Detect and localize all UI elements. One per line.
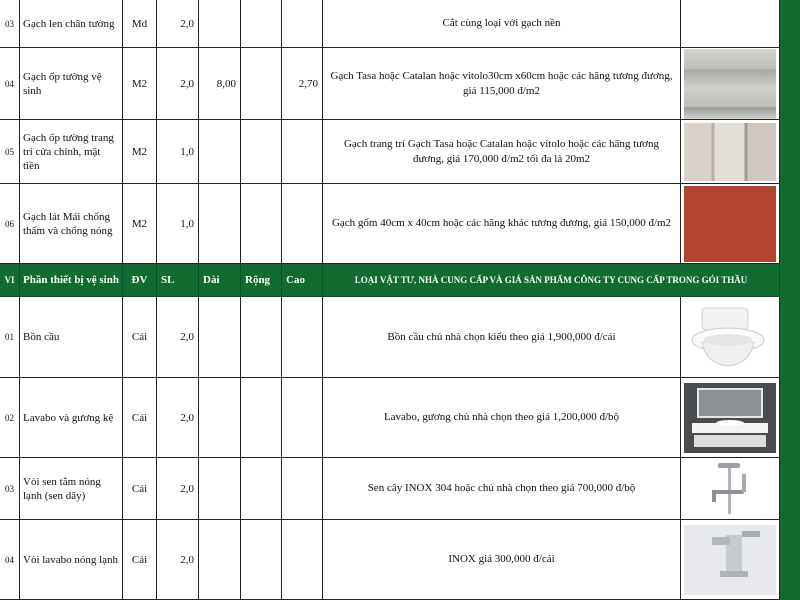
item-unit: Cái: [123, 458, 157, 520]
table-row: [0, 120, 800, 184]
column-header-quantity: SL: [157, 264, 199, 297]
item-height: [282, 184, 323, 264]
item-quantity: 2,0: [157, 520, 199, 600]
table-row: [0, 520, 800, 600]
item-width: [241, 378, 282, 458]
row-number: 03: [0, 0, 20, 48]
item-length: [199, 378, 241, 458]
item-length: 8,00: [199, 48, 241, 120]
item-image-cell: [681, 48, 780, 120]
row-number: 01: [0, 297, 20, 378]
item-image-cell: [681, 378, 780, 458]
item-quantity: 2,0: [157, 378, 199, 458]
item-name: Gạch ốp tường trang trí cửa chính, mặt tiền: [20, 120, 123, 184]
item-unit: Cái: [123, 378, 157, 458]
item-name: Bồn cầu: [20, 297, 123, 378]
item-width: [241, 458, 282, 520]
item-quantity: 2,0: [157, 0, 199, 48]
item-unit: M2: [123, 48, 157, 120]
toilet-image: [684, 302, 776, 372]
row-number: 02: [0, 378, 20, 458]
item-width: [241, 48, 282, 120]
item-image-cell: [681, 458, 780, 520]
page-border-strip: [780, 0, 800, 600]
item-image-cell: [681, 120, 780, 184]
row-number: 04: [0, 520, 20, 600]
item-quantity: 2,0: [157, 48, 199, 120]
item-name: Gạch len chân tường: [20, 0, 123, 48]
item-image-cell: [681, 297, 780, 378]
item-image-cell: [681, 520, 780, 600]
item-height: [282, 458, 323, 520]
item-image-cell: [681, 0, 780, 48]
item-length: [199, 120, 241, 184]
item-unit: M2: [123, 120, 157, 184]
item-width: [241, 520, 282, 600]
item-quantity: 2,0: [157, 458, 199, 520]
item-image-cell: [681, 184, 780, 264]
section-number: VI: [0, 264, 20, 297]
row-number: 03: [0, 458, 20, 520]
item-description: Gạch Tasa hoặc Catalan hoặc vitolo30cm x60cm hoặc các hãng tương đương, giá 115,000 đ/m2: [323, 48, 681, 120]
item-unit: Cái: [123, 297, 157, 378]
item-unit: Md: [123, 0, 157, 48]
section-header-row: [0, 264, 800, 297]
lavabo-mirror-image: [684, 383, 776, 453]
item-length: [199, 184, 241, 264]
table-row: [0, 297, 800, 378]
item-name: Lavabo và gương kệ: [20, 378, 123, 458]
item-quantity: 2,0: [157, 297, 199, 378]
item-name: Gạch lát Mái chống thấm và chống nóng: [20, 184, 123, 264]
item-width: [241, 297, 282, 378]
table-row: [0, 378, 800, 458]
column-header-width: Rộng: [241, 264, 282, 297]
item-length: [199, 458, 241, 520]
row-number: 05: [0, 120, 20, 184]
red-roof-tile-image: [684, 186, 776, 262]
item-height: [282, 297, 323, 378]
column-header-description: LOẠI VẬT TƯ, NHÀ CUNG CẤP VÀ GIÁ SẢN PHẨM CÔNG TY CUNG CẤP TRONG GÓI THẦU: [323, 264, 780, 297]
item-height: [282, 520, 323, 600]
decor-stone-tile-image: [684, 123, 776, 181]
basin-faucet-image: [684, 525, 776, 595]
item-height: [282, 120, 323, 184]
item-description: Bồn cầu chủ nhà chọn kiểu theo giá 1,900,000 đ/cái: [323, 297, 681, 378]
item-quantity: 1,0: [157, 184, 199, 264]
item-unit: Cái: [123, 520, 157, 600]
item-length: [199, 520, 241, 600]
item-length: [199, 297, 241, 378]
column-header-height: Cao: [282, 264, 323, 297]
item-name: Gạch ốp tường vệ sinh: [20, 48, 123, 120]
item-unit: M2: [123, 184, 157, 264]
item-description: INOX giá 300,000 đ/cái: [323, 520, 681, 600]
item-description: Cắt cùng loại với gạch nền: [323, 0, 681, 48]
item-width: [241, 184, 282, 264]
row-number: 04: [0, 48, 20, 120]
item-length: [199, 0, 241, 48]
item-quantity: 1,0: [157, 120, 199, 184]
item-description: Lavabo, gương chủ nhà chọn theo giá 1,200,000 đ/bộ: [323, 378, 681, 458]
item-width: [241, 120, 282, 184]
section-title: Phần thiết bị vệ sinh: [20, 264, 123, 297]
item-name: Vòi lavabo nóng lạnh: [20, 520, 123, 600]
row-number: 06: [0, 184, 20, 264]
item-height: [282, 0, 323, 48]
item-height: [282, 378, 323, 458]
column-header-length: Dài: [199, 264, 241, 297]
table-row: [0, 184, 800, 264]
item-height: 2,70: [282, 48, 323, 120]
shower-set-image: [684, 460, 776, 518]
item-description: Gạch gốm 40cm x 40cm hoặc các hãng khác tương đương, giá 150,000 đ/m2: [323, 184, 681, 264]
item-name: Vòi sen tắm nóng lạnh (sen dây): [20, 458, 123, 520]
table-row: [0, 458, 800, 520]
grey-wall-tile-image: [684, 49, 776, 119]
item-description: Gạch trang trí Gạch Tasa hoặc Catalan hoặc vitolo hoặc các hãng tương đương, giá 170,000 đ/m2 tối đa là 20m2: [323, 120, 681, 184]
item-description: Sen cây INOX 304 hoặc chủ nhà chọn theo giá 700,000 đ/bộ: [323, 458, 681, 520]
table-row: [0, 48, 800, 120]
column-header-unit: ĐV: [123, 264, 157, 297]
item-width: [241, 0, 282, 48]
table-row: [0, 0, 800, 48]
